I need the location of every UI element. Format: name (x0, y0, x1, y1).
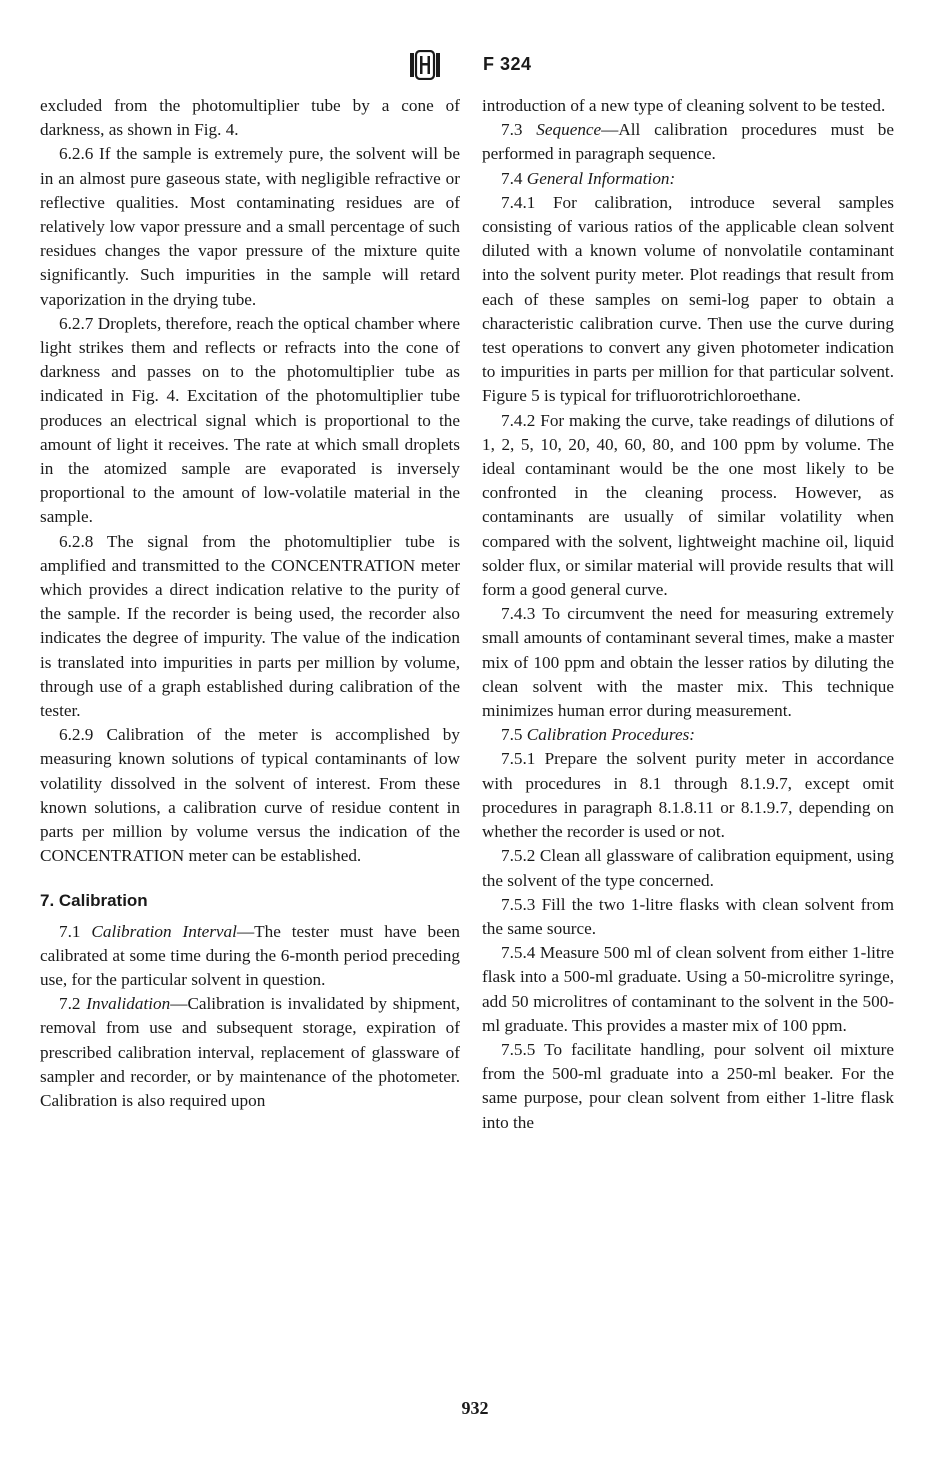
paragraph-7-4-3: 7.4.3 To circumvent the need for measuring extremely small amounts of contaminant several times, make a master mix of 100 ppm and obtain the lesser ratios by diluting the clean solvent with the master mix. This technique minimizes human error during measurement. (482, 604, 894, 721)
paragraph-7-5-1: 7.5.1 Prepare the solvent purity meter in accordance with procedures in 8.1 through 8.1.9.7, except omit procedures in paragraph 8.1.8.11 or 8.1.9.7, depending on whether the recorder is used or not. (482, 749, 894, 842)
paragraph-7-5-3: 7.5.3 Fill the two 1-litre flasks with clean solvent from the same source. (482, 894, 894, 938)
paragraph-6-2-6: 6.2.6 If the sample is extremely pure, the solvent will be in an almost pure gaseous state, with negligible refractive or reflective qualities. Most contaminating residues are of relatively low vapor pressure and a small percentage of such residues changes the vapor pressure of the mixture quite significantly. Such impurities in the sample will retard vaporization in the drying tube. (40, 144, 460, 309)
paragraph-title: Calibration Procedures: (526, 725, 695, 745)
paragraph-6-2-8: 6.2.8 The signal from the photomultiplier tube is amplified and transmitted to the CONCENTRATION meter which provides a direct indication relative to the purity of the sample. If the recorder is being used, the recorder also indicates the degree of impurity. The value of the indication is translated into impurities in parts per million by volume, through use of a graph established during calibration of the tester. (40, 531, 460, 721)
paragraph-title: Calibration Interval (91, 921, 237, 941)
paragraph-7-5-2: 7.5.2 Clean all glassware of calibration equipment, using the solvent of the type concerned. (482, 846, 894, 890)
paragraph-number: 7.5 (501, 725, 527, 745)
paragraph-7-3 (482, 118, 894, 166)
paragraph-7-5-4: 7.5.4 Measure 500 ml of clean solvent from either 1-litre flask into a 500-ml graduate. Using a 50-microlitre syringe, add 50 microlitres of contaminant to the solvent in the 500-ml graduate. This provides a master mix of 100 ppm. (482, 943, 894, 1035)
paragraph-7-4-1: 7.4.1 For calibration, introduce several samples consisting of various ratios of the applicable clean solvent diluted with a known volume of nonvolatile contaminant into the solvent purity meter. Plot readings that result from each of these samples on semi-log paper to obtain a characteristic calibration curve. Then use the curve during test operations to convert any given photometer indication to impurities in parts per million for that particular solvent. Figure 5 is typical for trifluorotrichloroethane. (482, 192, 894, 406)
paragraph-number: 7.2 (59, 994, 87, 1014)
paragraph-text: —The tester must have been calibrated at some time during the 6-month period preceding use, for the particular solvent in question. (40, 921, 460, 989)
right-column (482, 94, 894, 1135)
left-column (40, 94, 460, 1113)
paragraph-number: 7.4 (501, 168, 527, 188)
paragraph-title: Invalidation (86, 994, 171, 1014)
paragraph-7-4-2: 7.4.2 For making the curve, take readings of dilutions of 1, 2, 5, 10, 20, 40, 60, 80, and 100 ppm by volume. The ideal contaminant would be the one most likely to be confronted in the cleaning process. However, as contaminants are usually of similar volatility when compared with the solvent, lightweight machine oil, liquid solder flux, or similar material will provide results that will form a good general curve. (482, 410, 894, 600)
paragraph-7-1 (40, 920, 460, 993)
paragraph-6-2-9: 6.2.9 Calibration of the meter is accomplished by measuring known solutions of typical contaminants of low volatility dissolved in the solvent of interest. From these known solutions, a calibration curve of residue content in parts per million by volume versus the indication of the CONCENTRATION meter can be established. (40, 725, 460, 866)
page-header (0, 50, 950, 82)
paragraph-title: Sequence (536, 120, 602, 140)
paragraph-6-2-7: 6.2.7 Droplets, therefore, reach the optical chamber where light strikes them and reflects or refracts into the cone of darkness and passes on to the photomultiplier tube as indicated in Fig. 4. Excitation of the photomultiplier tube produces an electrical signal which is proportional to the amount of light it receives. The rate at which small droplets in the atomized sample are evaporated is inversely proportional to the amount of low-volatile material in the sample. (40, 313, 460, 527)
paragraph-number: 7.3 (501, 120, 537, 140)
paragraph-text: —Calibration is invalidated by shipment, removal from use and subsequent storage, expiration of prescribed calibration interval, replacement of glassware of sampler and recorder, or by maintenance of the photometer. Calibration is also required upon (40, 994, 461, 1110)
section-heading-calibration: 7. Calibration (40, 890, 148, 910)
paragraph-7-2 (40, 992, 460, 1113)
paragraph-text: —All calibration procedures must be performed in paragraph sequence. (482, 120, 894, 164)
astm-logo (408, 50, 442, 80)
paragraph: excluded from the photomultiplier tube by a cone of darkness, as shown in Fig. 4. (40, 96, 460, 140)
paragraph-number: 7.1 (59, 921, 92, 941)
page-number: 932 (461, 1398, 489, 1418)
paragraph-title: General Information: (526, 168, 676, 188)
paragraph: introduction of a new type of cleaning solvent to be tested. (482, 96, 886, 115)
paragraph-7-5-5: 7.5.5 To facilitate handling, pour solvent oil mixture from the 500-ml graduate into a 250-ml beaker. For the same purpose, pour clean solvent from either 1-litre flask into the (482, 1039, 894, 1132)
standard-designation: F 324 (483, 54, 532, 74)
paragraph-7-5 (482, 723, 894, 747)
paragraph-7-4 (482, 167, 894, 191)
